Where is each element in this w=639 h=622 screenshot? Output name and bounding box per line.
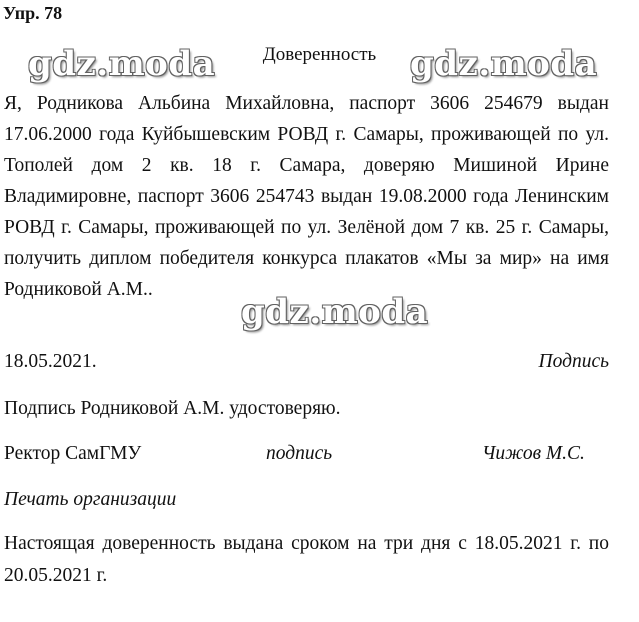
rector-signature: подпись — [266, 443, 333, 464]
signature-label: Подпись — [538, 351, 609, 372]
date-row — [4, 350, 609, 374]
watermark-logo: gdz.moda — [28, 44, 216, 84]
rector-row — [4, 442, 609, 466]
stamp-label: Печать организации — [4, 489, 177, 510]
document-title: Доверенность — [262, 44, 377, 65]
watermark-logo: gdz.moda — [410, 44, 598, 84]
exercise-label: Упр. 78 — [3, 3, 63, 23]
rector-position: Ректор СамГМУ — [4, 443, 142, 464]
rector-name: Чижов М.С. — [482, 443, 585, 464]
body-paragraph: Я, Родникова Альбина Михайловна, паспорт 3606 254679 выдан 17.06.2000 года Куйбышевским РОВД г. Самары, проживающей по ул. Тополей дом 2 кв. 18 г. Самара, доверяю Мишиной Ирине Владимировне, паспорт 3606 254743 выдан 19.08.2000 года Ленинским РОВД г. Самары, проживающей по ул. Зелёной дом 7 кв. 25 г. Самары, получить диплом победителя конкурса плакатов «Мы за мир» на имя Родниковой А.М.. — [4, 93, 609, 300]
validity-paragraph: Настоящая доверенность выдана сроком на три дня с 18.05.2021 г. по 20.05.2021 г. — [4, 533, 609, 586]
document-date: 18.05.2021. — [4, 351, 97, 372]
certification-line: Подпись Родниковой А.М. удостоверяю. — [4, 398, 341, 419]
watermark-logo: gdz.moda — [241, 292, 429, 332]
